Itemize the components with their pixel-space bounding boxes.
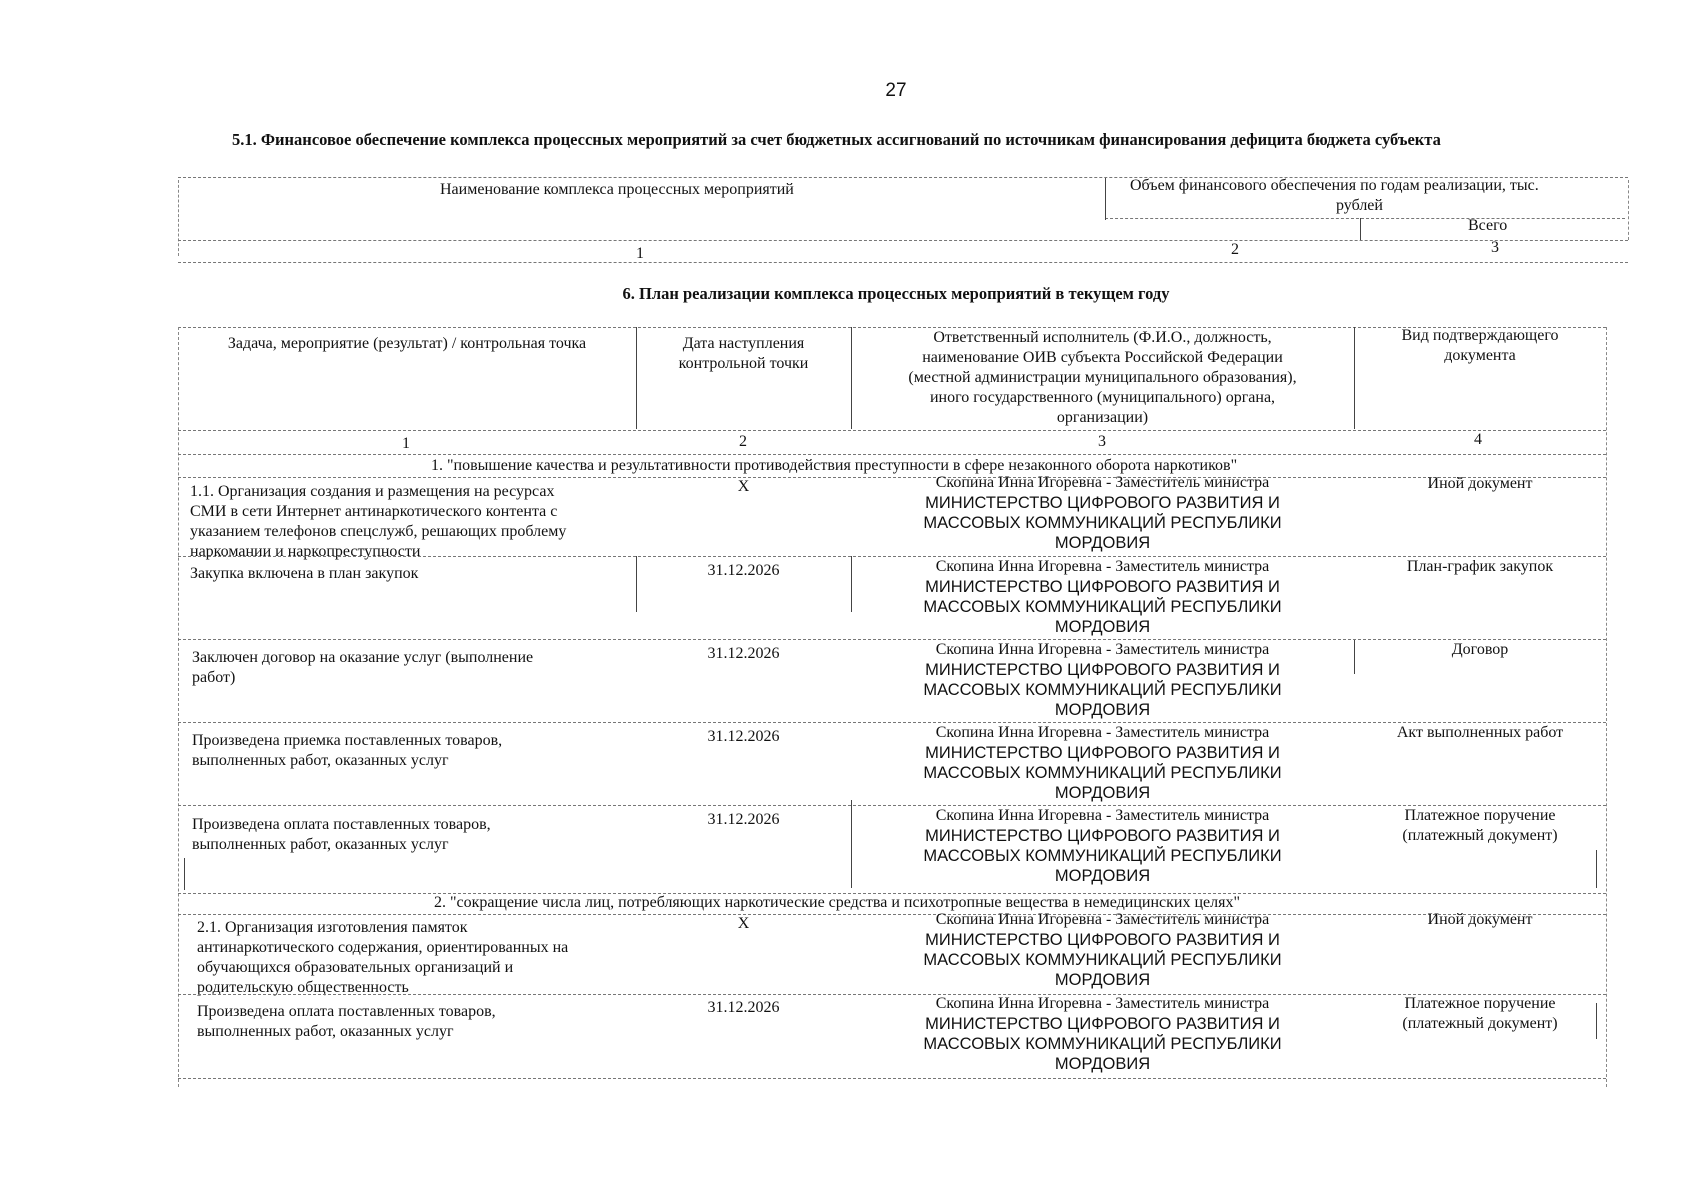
responsible-cell <box>851 910 1354 990</box>
number-row-border <box>178 240 1628 241</box>
responsible-org-line: МОРДОВИЯ <box>1054 784 1151 802</box>
responsible-person: Скопина Инна Игоревна - Заместитель министра <box>935 558 1270 575</box>
column-number: 3 <box>1491 239 1499 256</box>
responsible-org-line: МОРДОВИЯ <box>1054 618 1151 636</box>
header-task: Задача, мероприятие (результат) / контрольная точка <box>227 335 587 352</box>
header-total: Всего <box>1468 217 1508 234</box>
table-border-right <box>1628 180 1629 240</box>
responsible-person: Скопина Инна Игоревна - Заместитель министра <box>935 641 1270 658</box>
responsible-cell <box>851 473 1354 553</box>
header-responsible <box>851 328 1354 428</box>
column-divider <box>184 858 185 890</box>
number-row-border <box>178 454 1606 455</box>
task-line: обучающихся образовательных организаций и <box>197 959 514 976</box>
task-line: Произведена оплата поставленных товаров, <box>197 1003 496 1020</box>
header-volume: Объем финансового обеспечения по годам реализации, тыс. <box>1130 177 1539 194</box>
responsible-org-line: МИНИСТЕРСТВО ЦИФРОВОГО РАЗВИТИЯ И <box>925 931 1280 949</box>
date-cell: X <box>737 478 750 495</box>
responsible-org-line: МОРДОВИЯ <box>1054 701 1151 719</box>
header-document-line: Вид подтверждающего <box>1401 327 1559 344</box>
task-line: 1.1. Организация создания и размещения на ресурсах <box>190 483 555 500</box>
header-responsible-line: наименование ОИВ субъекта Российской Федерации <box>922 349 1283 366</box>
table-border-bottom <box>178 262 1628 263</box>
header-responsible-line: организации) <box>1056 409 1149 426</box>
header-responsible-line: Ответственный исполнитель (Ф.И.О., должность, <box>933 329 1272 346</box>
responsible-org-line: МОРДОВИЯ <box>1054 971 1151 989</box>
responsible-person: Скопина Инна Игоревна - Заместитель министра <box>935 911 1270 928</box>
responsible-org-line: МИНИСТЕРСТВО ЦИФРОВОГО РАЗВИТИЯ И <box>925 494 1280 512</box>
document-line: Платежное поручение <box>1404 807 1556 824</box>
task-line: Произведена приемка поставленных товаров, <box>192 732 503 749</box>
date-cell: X <box>737 915 750 932</box>
task-line: выполненных работ, оказанных услуг <box>197 1023 454 1040</box>
task-cell <box>197 1002 496 1042</box>
header-responsible-line: иного государственного (муниципального) органа, <box>929 389 1276 406</box>
responsible-org-line: МИНИСТЕРСТВО ЦИФРОВОГО РАЗВИТИЯ И <box>925 578 1280 596</box>
table-border-bottom <box>178 1078 1606 1079</box>
responsible-org-line: МИНИСТЕРСТВО ЦИФРОВОГО РАЗВИТИЯ И <box>925 827 1280 845</box>
header-date-line: Дата наступления <box>682 335 805 352</box>
document-cell: Договор <box>1451 641 1509 658</box>
column-number: 3 <box>1098 433 1106 450</box>
date-cell: 31.12.2026 <box>707 811 780 828</box>
column-divider <box>1360 218 1361 240</box>
document-cell <box>1354 806 1606 846</box>
header-document <box>1354 326 1606 366</box>
section-5-1-title: 5.1. Финансовое обеспечение комплекса процессных мероприятий за счет бюджетных ассигнований по источникам финансирования дефицита бюджета субъекта <box>232 130 1441 149</box>
header-volume-unit: рублей <box>1336 197 1383 214</box>
header-date <box>636 334 851 374</box>
task-line: 2.1. Организация изготовления памяток <box>197 919 468 936</box>
document-cell <box>1354 994 1606 1034</box>
number-row-border <box>178 430 1606 431</box>
task-line: выполненных работ, оказанных услуг <box>192 836 449 853</box>
task-cell: Закупка включена в план закупок <box>190 565 419 582</box>
task-cell <box>190 482 566 562</box>
table-border-left <box>178 180 179 256</box>
responsible-org-line: МОРДОВИЯ <box>1054 867 1151 885</box>
document-cell: План-график закупок <box>1406 558 1554 575</box>
task-line: работ) <box>192 669 236 686</box>
task-2-title: 2. "сокращение числа лиц, потребляющих наркотические средства и психотропные вещества в немедицинских целях" <box>434 894 1241 911</box>
responsible-org-line: МАССОВЫХ КОММУНИКАЦИЙ РЕСПУБЛИКИ <box>923 847 1282 865</box>
header-complex-name: Наименование комплекса процессных мероприятий <box>440 181 794 198</box>
responsible-org-line: МАССОВЫХ КОММУНИКАЦИЙ РЕСПУБЛИКИ <box>923 951 1282 969</box>
responsible-org-line: МАССОВЫХ КОММУНИКАЦИЙ РЕСПУБЛИКИ <box>923 681 1282 699</box>
responsible-org-line: МАССОВЫХ КОММУНИКАЦИЙ РЕСПУБЛИКИ <box>923 1035 1282 1053</box>
responsible-org-line: МИНИСТЕРСТВО ЦИФРОВОГО РАЗВИТИЯ И <box>925 744 1280 762</box>
task-cell <box>197 918 568 998</box>
document-line: (платежный документ) <box>1402 827 1558 844</box>
responsible-org-line: МАССОВЫХ КОММУНИКАЦИЙ РЕСПУБЛИКИ <box>923 514 1282 532</box>
responsible-cell <box>851 723 1354 803</box>
column-divider <box>1105 178 1106 220</box>
column-number: 4 <box>1474 431 1482 448</box>
responsible-cell <box>851 806 1354 886</box>
header-responsible-line: (местной администрации муниципального образования), <box>908 369 1297 386</box>
document-cell: Иной документ <box>1427 475 1533 492</box>
page-number: 27 <box>885 80 907 101</box>
task-line: родительскую общественность <box>197 979 409 996</box>
document-cell: Иной документ <box>1427 911 1533 928</box>
responsible-org-line: МАССОВЫХ КОММУНИКАЦИЙ РЕСПУБЛИКИ <box>923 598 1282 616</box>
date-cell: 31.12.2026 <box>707 562 780 579</box>
header-divider <box>1105 218 1625 219</box>
date-cell: 31.12.2026 <box>707 999 780 1016</box>
column-divider <box>1596 850 1597 888</box>
column-number: 1 <box>402 435 410 452</box>
task-cell <box>192 648 533 688</box>
document-line: Платежное поручение <box>1404 995 1556 1012</box>
document-cell: Акт выполненных работ <box>1396 724 1564 741</box>
task-line: Произведена оплата поставленных товаров, <box>192 816 491 833</box>
table-border-right <box>1606 327 1607 1087</box>
column-number: 2 <box>739 433 747 450</box>
section-6-title: 6. План реализации комплекса процессных мероприятий в текущем году <box>622 284 1170 303</box>
responsible-org-line: МИНИСТЕРСТВО ЦИФРОВОГО РАЗВИТИЯ И <box>925 661 1280 679</box>
column-number: 2 <box>1231 241 1239 258</box>
responsible-org-line: МАССОВЫХ КОММУНИКАЦИЙ РЕСПУБЛИКИ <box>923 764 1282 782</box>
task-line: антинаркотического содержания, ориентированных на <box>197 939 569 956</box>
task-line: указанием телефонов спецслужб, решающих проблему <box>190 523 567 540</box>
responsible-cell <box>851 557 1354 637</box>
header-document-line: документа <box>1444 347 1516 364</box>
task-line: выполненных работ, оказанных услуг <box>192 752 449 769</box>
task-1-title: 1. "повышение качества и результативности противодействия преступности в сфере незаконного оборота наркотиков" <box>431 457 1238 474</box>
responsible-org-line: МОРДОВИЯ <box>1054 534 1151 552</box>
responsible-org-line: МОРДОВИЯ <box>1054 1055 1151 1073</box>
responsible-person: Скопина Инна Игоревна - Заместитель министра <box>935 995 1270 1012</box>
responsible-cell <box>851 640 1354 720</box>
responsible-cell <box>851 994 1354 1074</box>
column-number: 1 <box>636 245 644 262</box>
date-cell: 31.12.2026 <box>707 728 780 745</box>
task-line: наркомании и наркопреступности <box>190 543 421 560</box>
responsible-org-line: МИНИСТЕРСТВО ЦИФРОВОГО РАЗВИТИЯ И <box>925 1015 1280 1033</box>
task-line: СМИ в сети Интернет антинаркотического контента с <box>190 503 558 520</box>
table-border-left <box>178 327 179 1087</box>
date-cell: 31.12.2026 <box>707 645 780 662</box>
header-date-line: контрольной точки <box>678 355 809 372</box>
responsible-person: Скопина Инна Игоревна - Заместитель министра <box>935 724 1270 741</box>
task-cell <box>192 815 491 855</box>
responsible-person: Скопина Инна Игоревна - Заместитель министра <box>935 807 1270 824</box>
task-line: Заключен договор на оказание услуг (выполнение <box>192 649 534 666</box>
document-line: (платежный документ) <box>1402 1015 1558 1032</box>
responsible-person: Скопина Инна Игоревна - Заместитель министра <box>935 474 1270 491</box>
task-cell <box>192 731 502 771</box>
